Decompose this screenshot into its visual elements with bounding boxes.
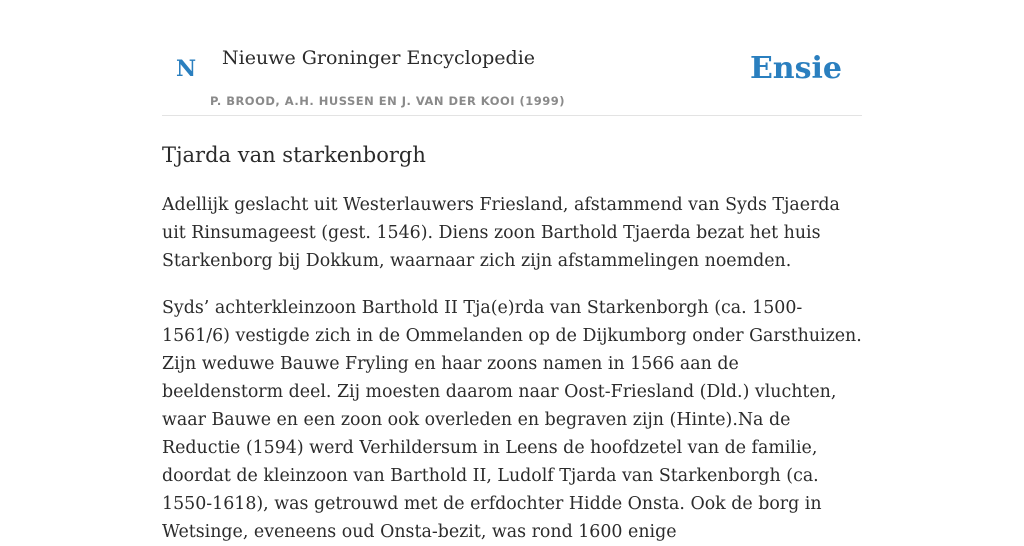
- article-body: [162, 191, 862, 546]
- source-logo[interactable]: N: [176, 56, 197, 82]
- source-title[interactable]: Nieuwe Groninger Encyclopedie: [222, 47, 536, 69]
- source-header: [162, 34, 862, 116]
- source-authors: P. BROOD, A.H. HUSSEN EN J. VAN DER KOOI (1999): [210, 94, 566, 108]
- article-title: Tjarda van starkenborgh: [162, 143, 426, 167]
- brand-logo[interactable]: Ensie: [749, 51, 842, 86]
- article-paragraph: Adellijk geslacht uit Westerlauwers Friesland, afstammend van Syds Tjaerda uit Rinsumageest (gest. 1546). Diens zoon Barthold Tjaerda bezat het huis Starkenborg bij Dokkum, waarnaar zich zijn afstammelingen noemden.: [162, 195, 840, 271]
- article: [162, 136, 862, 546]
- article-paragraph: Syds’ achterkleinzoon Barthold II Tja(e)rda van Starkenborgh (ca. 1500-1561/6) vestigde zich in de Ommelanden op de Dijkumborg onder Garsthuizen. Zijn weduwe Bauwe Fryling en haar zoons namen in 1566 aan de beeldenstorm deel. Zij moesten daarom naar Oost-Friesland (Dld.) vluchten, waar Bauwe en een zoon ook overleden en begraven zijn (Hinte).Na de Reductie (1594) werd Verhildersum in Leens de hoofdzetel van de familie, doordat de kleinzoon van Barthold II, Ludolf Tjarda van Starkenborgh (ca. 1550-1618), was getrouwd met de erfdochter Hidde Onsta. Ook de borg in Wetsinge, eveneens oud Onsta-bezit, was rond 1600 enige: [162, 298, 862, 542]
